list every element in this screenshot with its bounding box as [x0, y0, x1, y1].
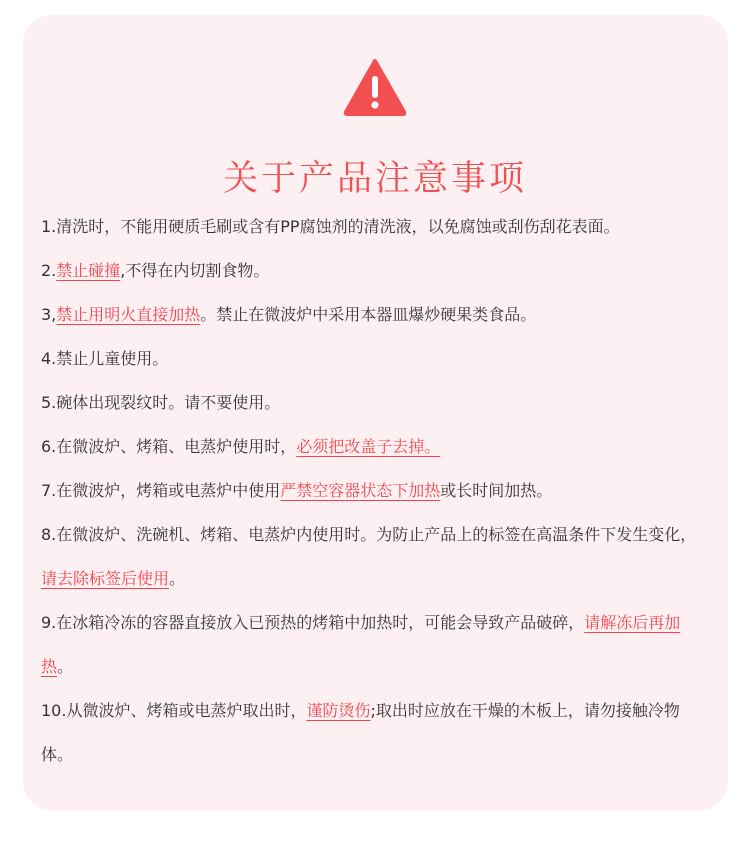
note-text: 6.在微波炉、烤箱、电蒸炉使用时， — [41, 437, 297, 456]
note-highlight: 谨防烫伤 — [306, 701, 371, 720]
note-text: 。 — [169, 569, 186, 588]
note-text: 8.在微波炉、洗碗机、烤箱、电蒸炉内使用时。为防止产品上的标签在高温条件下发生变化， — [41, 525, 697, 544]
note-item — [41, 513, 711, 601]
note-item — [41, 249, 711, 293]
note-text: 10.从微波炉、烤箱或电蒸炉取出时， — [41, 701, 307, 720]
note-text: 。禁止在微波炉中采用本器皿爆炒硬果类食品。 — [200, 305, 537, 324]
note-highlight: 请去除标签后使用 — [41, 569, 170, 588]
warning-triangle-icon — [343, 58, 407, 116]
note-text: 5.碗体出现裂纹时。请不要使用。 — [41, 393, 281, 412]
note-text: 9.在冰箱冷冻的容器直接放入已预热的烤箱中加热时，可能会导致产品破碎， — [41, 613, 585, 632]
note-text: 。 — [57, 657, 74, 676]
note-highlight: 严禁空容器状态下加热 — [280, 481, 441, 500]
note-item — [41, 205, 711, 249]
note-text: 3, — [41, 305, 57, 324]
note-item — [41, 293, 711, 337]
note-highlight: 必须把改盖子去掉。 — [296, 437, 441, 456]
note-text: 1.清洗时，不能用硬质毛刷或含有PP腐蚀剂的清洗液，以免腐蚀或刮伤刮花表面。 — [41, 217, 620, 236]
note-item — [41, 601, 711, 689]
note-highlight: 禁止用明火直接加热 — [56, 305, 201, 324]
note-item — [41, 469, 711, 513]
note-item — [41, 381, 711, 425]
note-text: 2. — [41, 261, 57, 280]
note-item — [41, 689, 711, 777]
note-highlight: 禁止碰撞 — [56, 261, 121, 280]
note-text: 7.在微波炉，烤箱或电蒸炉中使用 — [41, 481, 281, 500]
note-text: 4.禁止儿童使用。 — [41, 349, 169, 368]
note-item — [41, 337, 711, 381]
note-highlight: 请解冻后再加热 — [41, 613, 681, 676]
note-item — [41, 425, 711, 469]
note-text: 或长时间加热。 — [440, 481, 553, 500]
notes-list — [41, 205, 711, 777]
note-text: ;取出时应放在干燥的木板上，请勿接触冷物体。 — [41, 701, 680, 764]
note-text: ,不得在内切割食物。 — [120, 261, 270, 280]
page-title: 关于产品注意事项 — [222, 159, 527, 200]
